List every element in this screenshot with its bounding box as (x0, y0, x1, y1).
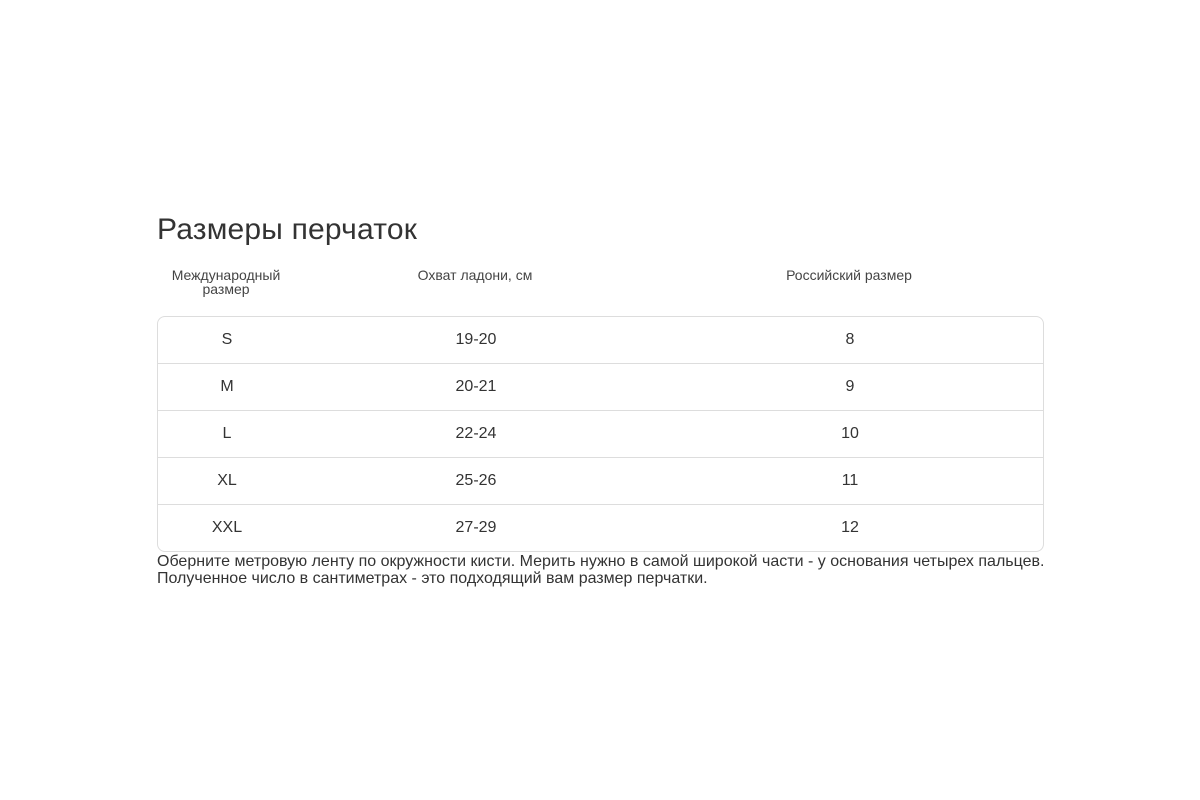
size-table (157, 316, 1044, 552)
table-row (158, 317, 1043, 363)
table-row (158, 363, 1043, 410)
cell-palm-girth: 20-21 (455, 378, 497, 395)
measurement-note (157, 553, 1044, 587)
cell-palm-girth: 19-20 (455, 331, 497, 348)
page-title: Размеры перчаток (157, 213, 418, 246)
cell-international-size: S (221, 331, 233, 348)
cell-palm-girth: 27-29 (455, 519, 497, 536)
cell-russian-size: 12 (841, 519, 859, 536)
cell-international-size: XXL (211, 519, 243, 536)
cell-russian-size: 9 (845, 378, 855, 395)
note-line-2: Полученное число в сантиметрах - это подходящий вам размер перчатки. (157, 570, 708, 587)
cell-international-size: M (220, 378, 234, 395)
cell-international-size: L (222, 425, 232, 442)
cell-russian-size: 8 (845, 331, 855, 348)
header-russian-size: Российский размер (786, 267, 912, 283)
cell-russian-size: 10 (841, 425, 859, 442)
header-palm-girth: Охват ладони, см (417, 267, 533, 283)
note-line-1: Оберните метровую ленту по окружности кисти. Мерить нужно в самой широкой части - у основания четырех пальцев. (157, 553, 1045, 570)
table-row (158, 410, 1043, 457)
table-header (157, 268, 1044, 316)
header-international-line2: размер (202, 281, 250, 297)
header-international-line1: Международный (171, 267, 281, 283)
table-row (158, 457, 1043, 504)
table-row (158, 504, 1043, 551)
cell-palm-girth: 22-24 (455, 425, 497, 442)
cell-russian-size: 11 (841, 472, 859, 489)
cell-international-size: XL (217, 472, 237, 489)
size-chart (157, 212, 1044, 587)
header-international-size (157, 268, 295, 296)
cell-palm-girth: 25-26 (455, 472, 497, 489)
